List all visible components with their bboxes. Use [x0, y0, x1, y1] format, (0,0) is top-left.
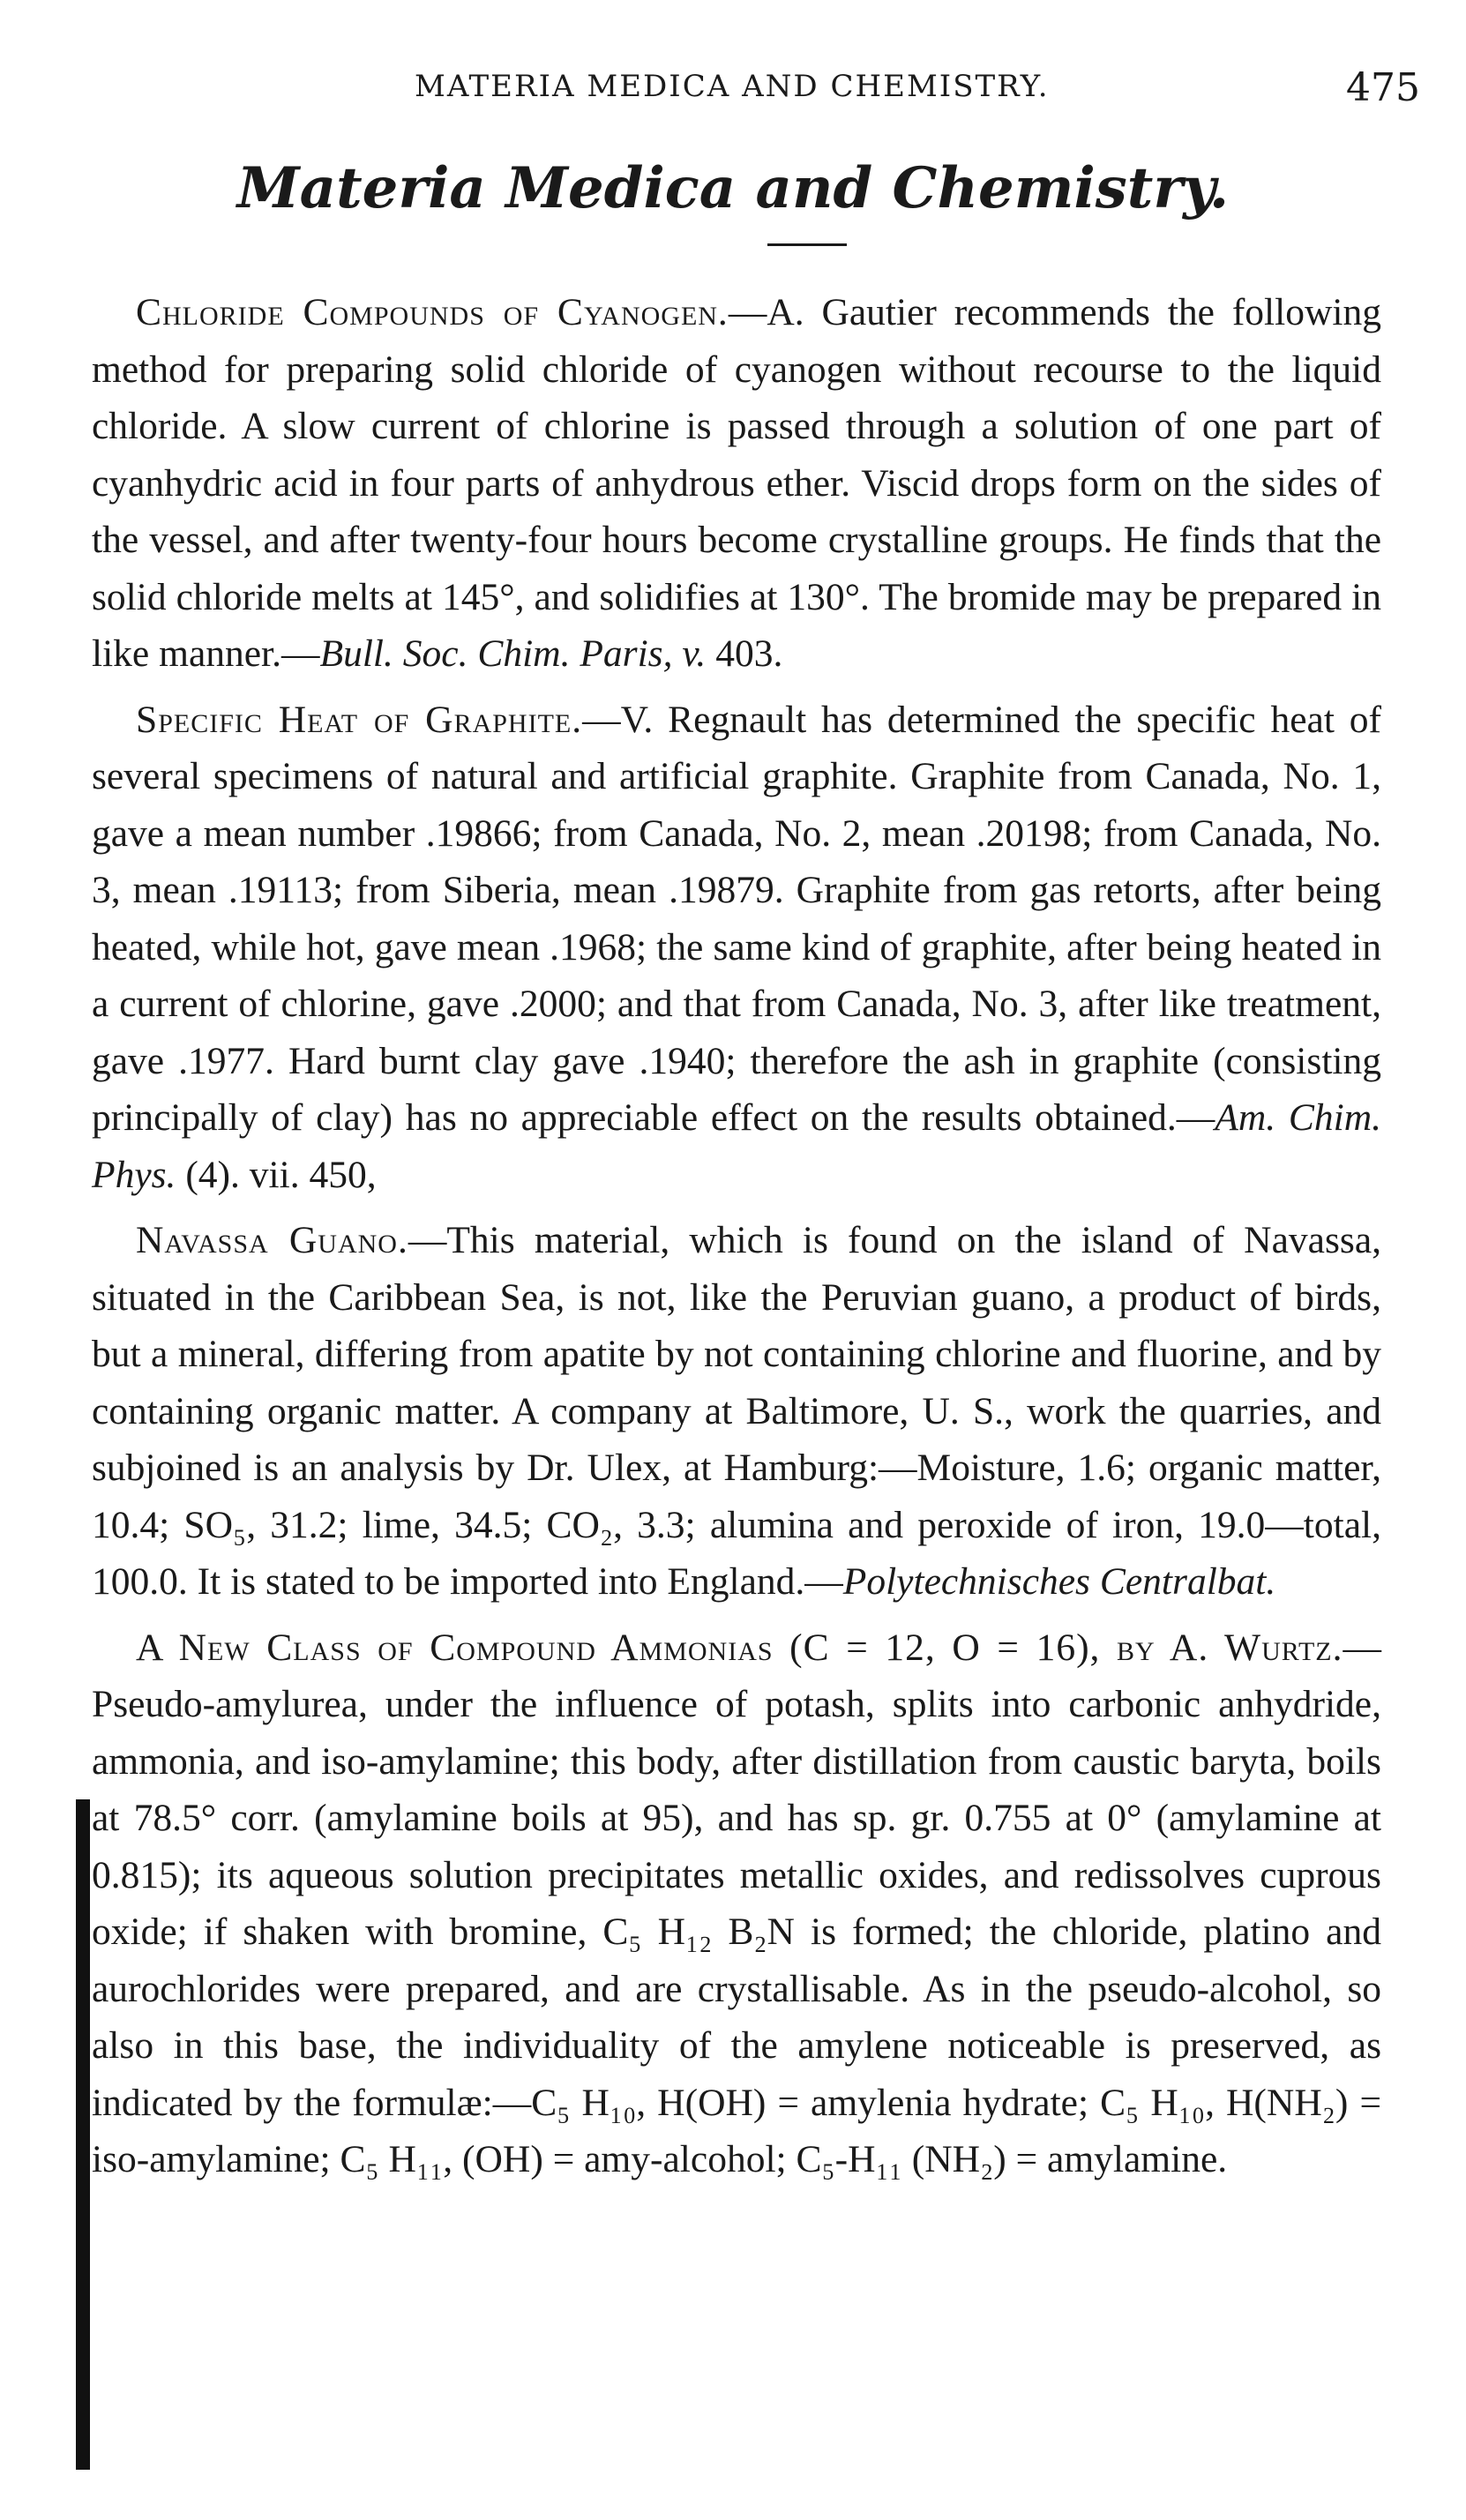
article-heading: A New Class of Compound Ammonias (C = 12, O = 16), by A. Wurtz. — [136, 1626, 1343, 1669]
article-source: Bull. Soc. Chim. Paris, v. — [319, 632, 707, 675]
running-head-title: MATERIA MEDICA AND CHEMISTRY. — [415, 69, 1050, 104]
article-heading: Specific Heat of Graphite. — [136, 698, 583, 741]
article-navassa-guano — [92, 1212, 1381, 1611]
article-compound-ammonias — [92, 1619, 1381, 2188]
section-title: Materia Medica and Chemistry. — [236, 155, 1230, 221]
article-source: Polytechnisches Centralbat. — [842, 1560, 1276, 1603]
article-body: —This material, which is found on the island of Navassa, situated in the Caribbean Sea, is not, like the Peruvian guano, a product of birds, but a mineral, differing from apatite by not containing chlorine and fluorine, and by containing organic matter. A company at Baltimore, U. S., work the quarries, and subjoined is an analysis by Dr. Ulex, at Hamburg:—Moisture, 1.6; organic matter, 10.4; SO₅, 31.2; lime, 34.5; CO₂, 3.3; alumina and peroxide of iron, 19.0—total, 100.0. It is stated to be imported into England.— — [92, 1219, 1381, 1603]
article-body: —V. Regnault has determined the specific heat of several specimens of natural and artificial graphite. Graphite from Canada, No. 1, gave a mean number .19866; from Canada, No. 2, mean .20198; from Canada, No. 3, mean .19113; from Siberia, mean .19879. Graphite from gas retorts, after being heated, while hot, gave mean .1968; the same kind of graphite, after being heated in a current of chlorine, gave .2000; and that from Canada, No. 3, after like treatment, gave .1977. Hard burnt clay gave .1940; therefore the ash in graphite (consisting principally of clay) has no appreciable effect on the results obtained.— — [92, 698, 1381, 1139]
article-heading: Chloride Compounds of Cyanogen. — [136, 291, 729, 333]
title-rule — [767, 243, 847, 246]
article-source: Am. Chim. Phys. — [92, 1096, 1381, 1196]
article-chloride-cyanogen — [92, 284, 1381, 683]
article-tail: 403. — [706, 632, 783, 675]
article-body: —Pseudo-amylurea, under the influence of potash, splits into carbonic anhydride, ammonia, and iso-amylamine; this body, after distillation from caustic baryta, boils at 78.5° corr. (amylamine boils at 95), and has sp. gr. 0.755 at 0° (amylamine at 0.815); its aqueous solution precipitates metallic oxides, and redissolves cuprous oxide; if shaken with bromine, C₅ H₁₂ B₂N is formed; the chloride, platino and aurochlorides were prepared, and are crystallisable. As in the pseudo-alcohol, so also in this base, the individuality of the amylene noticeable is preserved, as indicated by the formulæ:—C₅ H₁₀, H(OH) = amylenia hydrate; C₅ H₁₀, H(NH₂) = iso-amylamine; C₅ H₁₁, (OH) = amy-alcohol; C₅-H₁₁ (NH₂) = amylamine. — [92, 1626, 1381, 2180]
article-column — [92, 284, 1381, 2197]
margin-bar — [76, 1799, 90, 2470]
page-number: 475 — [1346, 65, 1420, 110]
article-body: —A. Gautier recommends the following method for preparing solid chloride of cyanogen without recourse to the liquid chloride. A slow current of chlorine is passed through a solution of one part of cyanhydric acid in four parts of anhydrous ether. Viscid drops form on the sides of the vessel, and after twenty-four hours become crystalline groups. He finds that the solid chloride melts at 145°, and solidifies at 130°. The bromide may be prepared in like manner.— — [92, 291, 1381, 675]
article-tail: (4). vii. 450, — [176, 1153, 377, 1196]
article-heading: Navassa Guano. — [136, 1219, 408, 1261]
running-head — [415, 65, 1420, 122]
article-specific-heat-graphite — [92, 692, 1381, 1204]
